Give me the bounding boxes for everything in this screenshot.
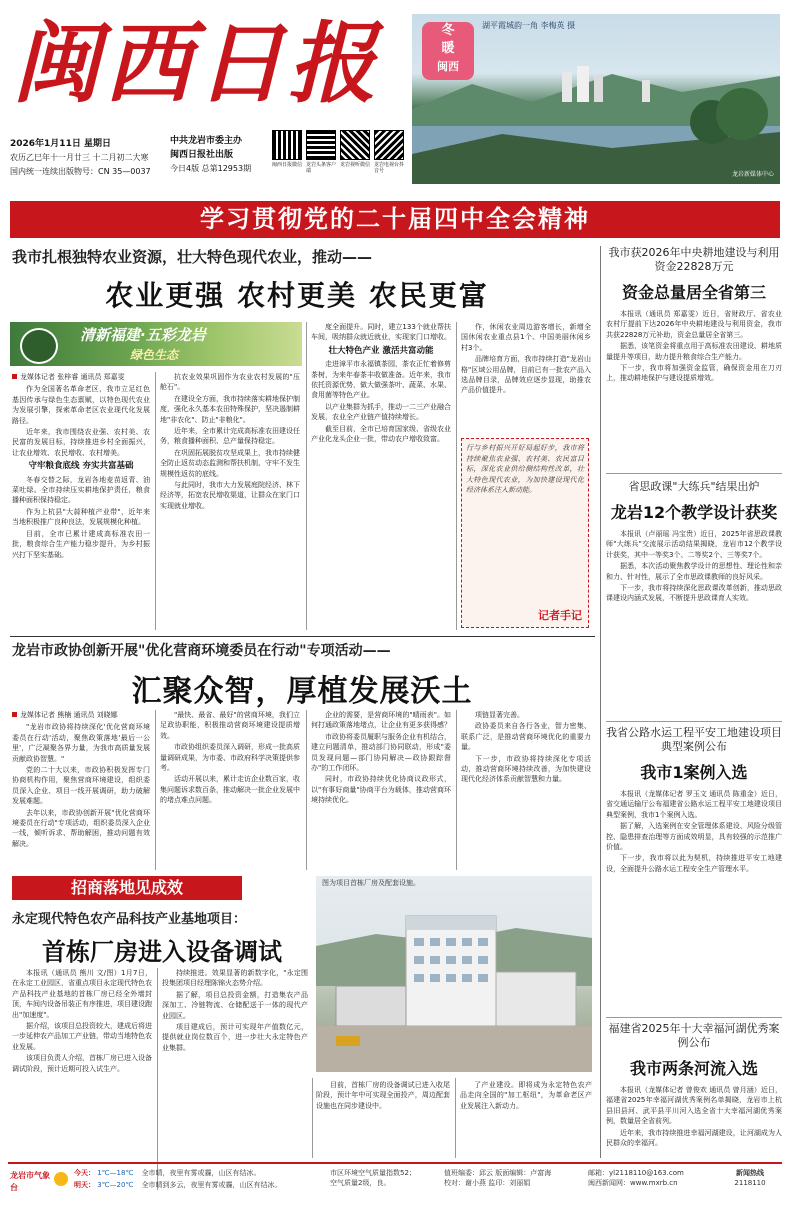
s2-body (606, 529, 782, 717)
lead-col-2 (160, 372, 300, 630)
logo-icon (20, 328, 58, 364)
paragraph: 近年来，我市持续推进幸福河湖建设，让河湖成为人民群众的幸福河。 (606, 1128, 782, 1148)
qr-code-3[interactable] (340, 130, 370, 160)
image-subtitle: 绿色生态 (130, 348, 179, 362)
paragraph: 作为上杭县"大蒜种植产业带"，近年来当地积极推广良种良法，发展规模化种植。 (12, 507, 150, 527)
ad-caption: 湖平霞城韵一角 李梅英 摄 (482, 21, 576, 30)
theme-banner (10, 201, 780, 238)
qr-label-4: 龙岩电视台抖音号 (374, 162, 405, 174)
paragraph: 目前，全市已累计建成高标准农田一批，粮食综合生产能力稳步提升，为乡村振兴打下坚实基础。 (12, 529, 150, 559)
story2-col-3 (311, 710, 451, 870)
s3-kicker: 我省公路水运工程平安工地建设项目典型案例公布 (606, 726, 782, 753)
paragraph: 据介绍，该项目总投资较大，建成后将进一步延伸农产品加工产业链，带动当地特色农业发展。 (12, 1022, 152, 1051)
column-divider (157, 968, 158, 1190)
paragraph: 下一步，市政协将持续深化专项活动，推动营商环境持续改善，为加快建设现代化经济体系贡献智慧和力量。 (461, 754, 591, 784)
paragraph: 在巩固拓展脱贫攻坚成果上，我市持续健全防止返贫动态监测和帮扶机制，守牢不发生规模性返贫的底线。 (160, 448, 300, 478)
lead-col-3 (311, 322, 451, 630)
sidebar-rule (606, 473, 782, 474)
paragraph: 在建设全方面，我市持续落实耕地保护制度，强化永久基本农田特殊保护，坚决遏制耕地"非农化"、防止"非粮化"。 (160, 394, 300, 424)
paragraph: 下一步，我市将以此为契机，持续推进平安工地建设，全面提升公路水运工程安全生产管理水平。 (606, 854, 782, 873)
column-divider (306, 322, 307, 630)
banner-text: 学习贯彻党的二十届四中全会精神 (200, 205, 590, 233)
sidebar-divider (600, 246, 601, 1158)
qr-code-1[interactable] (272, 130, 302, 160)
photo-caption: 图为项目首栋厂房及配套设施。 (322, 879, 420, 887)
paragraph: 本报讯（卢丽瑶 冯宝贵）近日，2025年省思政课教师"大练兵"交流展示活动结果揭晓，龙岩市12个教学设计获奖，其中一等奖3个、二等奖2个、三等奖7个。 (606, 530, 782, 559)
paragraph: 下一步，我市将加强资金监管，确保资金用在刀刃上，推动耕地保护与建设提质增效。 (606, 364, 782, 383)
footer-rule (8, 1162, 782, 1164)
story2-headline: 汇聚众智，厚植发展沃土 (131, 674, 473, 709)
ad-badge: 冬 暖 闽西 (422, 22, 474, 80)
story2-col-4 (461, 710, 591, 870)
email-link[interactable]: 邮箱：yl2118110@163.com (588, 1169, 684, 1177)
paragraph: 市政协将委员履职与服务企业有机结合，建立问题清单，推动部门协同联动，形成"委员发现问题—部门协同解决—政协跟踪督办"的工作闭环。 (311, 732, 451, 773)
s3-title: 我市1案例入选 (640, 763, 748, 782)
story3-col-3 (316, 1080, 450, 1158)
column-divider (306, 710, 307, 870)
sidebar-rule (606, 721, 782, 722)
story3-col-2 (162, 968, 308, 1190)
paragraph: "龙岩市政协将持续深化'优化营商环境委员在行动'活动，聚焦政策落地'最后一公里'，广泛凝聚各界力量，为我市高质量发展贡献政协智慧。" (12, 723, 150, 763)
contact-block (588, 1168, 718, 1188)
lunar-line: 农历乙巳年十一月廿三 十二月初二大寒 (10, 153, 149, 162)
qr-code-2[interactable] (306, 130, 336, 160)
s2-kicker: 省思政课"大练兵"结果出炉 (628, 480, 760, 493)
s1-title: 资金总量居全省第三 (621, 283, 766, 302)
sun-icon (54, 1172, 68, 1186)
note-sign: 记者手记 (538, 609, 582, 622)
s4-kicker: 福建省2025年十大幸福河湖优秀案例公布 (608, 1022, 780, 1049)
paragraph: 截至目前，全市已培育国家级、省级农业产业化龙头企业一批，带动农户增收致富。 (311, 424, 451, 444)
paragraph: 据了解，入选案例在安全管理体系建设、风险分级管控、隐患排查治理等方面成效明显，具有较强的示范推广价值。 (606, 822, 782, 852)
paragraph: 了产业建设。即将成为永定特色农产品走向全国的"加工枢纽"，为革命老区产业发展注入新动力。 (460, 1081, 592, 1110)
paragraph: 据悉，该笔资金将重点用于高标准农田建设、耕地质量提升等项目，助力提升粮食综合生产能力。 (606, 342, 782, 361)
paragraph: 据了解，项目总投资金额，打造集农产品深加工、冷链物流、仓储配送于一体的现代产业园区。 (162, 990, 308, 1020)
paragraph: 去年以来，市政协创新开展"优化营商环境委员在行动"专项活动，组织委员深入企业一线，倾听诉求、帮助解困，推动问题有效解决。 (12, 808, 150, 848)
lead-col-1 (12, 372, 150, 630)
paragraph: 本报讯（通讯员 郑嘉雯）近日，省财政厅、省农业农村厅提前下达2026年中央耕地建设与利用资金，我市共获22828万元补助，资金总量居全省第三。 (606, 310, 782, 339)
paragraph: 以产业集群为抓手，推动一二三产业融合发展，农业全产业链产值持续增长。 (311, 402, 451, 422)
paragraph: 度全面提升。同时，建立133个就业帮扶车间，吸纳群众就近就业，实现家门口增收。 (311, 323, 451, 342)
paragraph: 品牌培育方面，我市持续打造"龙岩山格"区域公用品牌，目前已有一批农产品入选品牌目录，品牌效应逐步显现，助推农产品价值提升。 (461, 355, 591, 395)
paragraph: 项目建成后，预计可实现年产值数亿元，提供就业岗位数百个，进一步壮大永定特色产业集群。 (162, 1023, 308, 1052)
qr-label-3: 龙岩视听微信 (340, 162, 371, 168)
paragraph: 抗农业效果巩固作为农业农村发展的"压舱石"。 (160, 373, 300, 392)
paragraph: 近年来，我市围绕农业强、农村美、农民富的发展目标，持续推进乡村全面振兴，让农业增效、农民增收、农村增美。 (12, 428, 150, 457)
s1-kicker: 我市获2026年中央耕地建设与利用资金22828万元 (608, 246, 780, 273)
story3-headline: 首栋厂房进入设备调试 (42, 938, 282, 966)
sponsor: 中共龙岩市委主办 (170, 136, 243, 146)
section-subhead: 守牢粮食底线 夯实共富基础 (28, 461, 134, 472)
paragraph: 近年来，全市累计完成高标准农田建设任务，粮食播种面积、总产量保持稳定。 (160, 427, 300, 446)
paragraph: 政协委员来自各行各业，智力密集、联系广泛，是推动营商环境优化的重要力量。 (461, 722, 591, 752)
column-divider (155, 710, 156, 870)
hotline-block: 新闻热线 2118110 (734, 1169, 766, 1187)
story3-kicker: 永定现代特色农产品科技产业基地项目： (12, 912, 247, 927)
column-divider (312, 1078, 313, 1158)
paragraph: 本报讯（龙媒体记者 曾俊欢 通讯员 曾月涵）近日，福建省2025年幸福河湖优秀案例名单揭晓，龙岩市上杭县旧县河、武平县平川河入选全省十大幸福河湖优秀案例，数量居全省前列。 (606, 1086, 782, 1126)
lead-header-image (10, 322, 302, 366)
paragraph: 下一步，我市将持续深化思政课改革创新，推动思政课建设内涵式发展，不断提升思政课育人实效。 (606, 584, 782, 603)
section-subhead: 壮大特色产业 激活共富动能 (328, 345, 434, 356)
paragraph: 项链显著完善。 (475, 711, 524, 719)
ad-corner-mark: 龙岩新媒体中心 (731, 171, 774, 178)
story2-col-1 (12, 710, 150, 870)
column-divider (155, 372, 156, 630)
paragraph: 本报讯（通讯员 熊川 文/图）1月7日，在永定工业园区，省重点项目永定现代特色农产品科技产业基地的首栋厂房已经全外墙封顶，车间内设备吊装正有序推进，项目建设跑出"加速度"。 (12, 969, 152, 1019)
story2-kicker: 龙岩市政协创新开展"优化营商环境委员在行动"专项活动—— (12, 643, 391, 659)
paragraph: 该项目负责人介绍，首栋厂房已进入设备调试阶段，预计近期可投入试生产。 (12, 1054, 152, 1073)
reporter-note-box (461, 438, 589, 628)
qr-code-4[interactable] (374, 130, 404, 160)
aqi-block: 市区环境空气质量指数52； 空气质量2级，良。 (330, 1169, 416, 1187)
sidebar-rule (606, 1017, 782, 1018)
weather-tomorrow: 明天： 3℃—20℃ 全市晴到多云，夜里有雾或霾，山区有结冰。 (74, 1181, 282, 1189)
paragraph: 本报讯（龙媒体记者 罗玉文 通讯员 陈重金）近日，省交通运输厅公布福建省公路水运工程平安工地建设项目典型案例，我市1个案例入选。 (606, 790, 782, 819)
paragraph: 据悉，本次活动聚焦教学设计的思想性、理论性和亲和力、针对性，展示了全市思政课教师的良好风采。 (606, 562, 782, 581)
masthead (0, 0, 790, 200)
weather-label: 龙岩市气象台 (10, 1171, 50, 1192)
story3-photo (316, 876, 592, 1072)
lead-kicker: 我市扎根独特农业资源，壮大特色现代农业，推动—— (12, 248, 373, 266)
story2-byline: 龙媒体记者 熊楠 通讯员 刘晓娜 (20, 711, 118, 719)
lead-byline: 龙媒体记者 张梓睿 通讯员 郑嘉雯 (20, 373, 125, 381)
lead-headline: 农业更强 农村更美 农民更富 (105, 279, 489, 312)
paragraph: 企业的需要，是营商环境的"晴雨表"。如何打通政策落地堵点，让企业有更多获得感？ (311, 711, 451, 730)
paragraph: 党的二十大以来，市政协积极发挥专门协商机构作用，聚焦营商环境建设，组织委员深入企业、项目一线开展调研，助力破解发展难题。 (12, 766, 150, 806)
paragraph: 走进漳平市永福镇茶园，茶农正忙着修剪茶树，为来年春茶丰收做准备。近年来，我市依托资源优势，做大做强茶叶、蔬菜、水果、食用菌等特色产业。 (311, 360, 451, 400)
paragraph: 活动开展以来，累计走访企业数百家，收集问题诉求数百条，推动解决一批企业发展中的堵点难点问题。 (160, 775, 300, 805)
website-link[interactable]: 闽西新闻网：www.mxrb.cn (588, 1179, 678, 1187)
qr-group (272, 130, 404, 186)
section-rule (10, 636, 595, 637)
paragraph: 市政协组织委员深入调研，形成一批高质量调研成果，为市委、市政府科学决策提供参考。 (160, 743, 300, 773)
sidebar (606, 246, 782, 1158)
column-divider (455, 1078, 456, 1158)
paragraph: 冬春交替之际，龙岩各地麦苗返青、油菜吐绿。全市持续压实耕地保护责任，粮食播种面积保持稳定。 (12, 475, 150, 505)
factory-illustration (316, 876, 592, 1072)
paragraph: "最快、最省、最好"的营商环境，我们立足政协职能，积极推动营商环境建设提质增效。 (160, 711, 300, 740)
paragraph: 持续推进。效果显著的新数字化，"永定围投集团项目经理陈锦火态势介绍。 (162, 969, 308, 988)
paragraph: 与此同时，我市大力发展庭院经济、林下经济等，拓宽农民增收渠道，让群众在家门口实现就业增收。 (160, 481, 300, 510)
footer (8, 1166, 782, 1198)
column-divider (456, 710, 457, 870)
paragraph: 目前，首栋厂房的设备调试已进入收尾阶段，预计年中可实现全面投产，周边配套设施也在同步建设中。 (316, 1081, 450, 1110)
qr-label-1: 闽西日报微信 (272, 162, 303, 168)
issue-info: 今日4版 总第12953期 (170, 164, 252, 173)
paragraph: 作为全国著名革命老区，我市立足红色基因传承与绿色生态禀赋，以特色现代农业为发展引擎，探索革命老区农业现代化发展路径。 (12, 385, 150, 425)
story3-col-4 (460, 1080, 592, 1158)
story3-col-1 (12, 968, 152, 1190)
newspaper-logo: 闽西日报 (12, 11, 381, 115)
paragraph: 作，休闲农业周边游客增长，新增全国休闲农业重点县1个、中国美丽休闲乡村3个。 (461, 323, 591, 352)
story2-col-2 (160, 710, 300, 870)
column-divider (456, 322, 457, 630)
s2-title: 龙岩12个教学设计获奖 (610, 503, 778, 522)
paragraph: 同时，市政协持续优化协商议政形式，以"有事好商量"协商平台为载体，推动营商环境持续优化。 (311, 775, 451, 805)
image-title: 清新福建·五彩龙岩 (80, 326, 206, 344)
s3-body (606, 789, 782, 1013)
note-text: 行与乡村振兴开好局起好步，我市将持续聚焦农业强、农村美、农民富目标，深化农业供给侧结构性改革，壮大特色现代农业，为加快建设现代化经济体系注入新动能。 (466, 444, 584, 494)
cn-line: 国内统一连续出版物号：CN 35—0037 (10, 167, 151, 176)
section-label: 招商落地见成效 (12, 876, 242, 900)
weather-today: 今天： 1℃—18℃ 全市晴，夜里有雾或霾，山区有结冰。 (74, 1169, 261, 1177)
date-line: 2026年1月11日 星期日 (10, 139, 111, 149)
s4-title: 我市两条河流入选 (629, 1059, 758, 1078)
s1-body (606, 309, 782, 469)
masthead-photo-ad[interactable] (412, 14, 780, 184)
sponsor-block (170, 134, 270, 176)
editors-block: 值班编委：邱云 版面编辑：卢富海 校对：谢小燕 监印：刘丽娟 (444, 1169, 552, 1187)
qr-label-2: 龙岩头条客户端 (306, 162, 337, 174)
publisher: 闽西日报社出版 (170, 150, 234, 160)
lead-col-4 (461, 322, 591, 432)
